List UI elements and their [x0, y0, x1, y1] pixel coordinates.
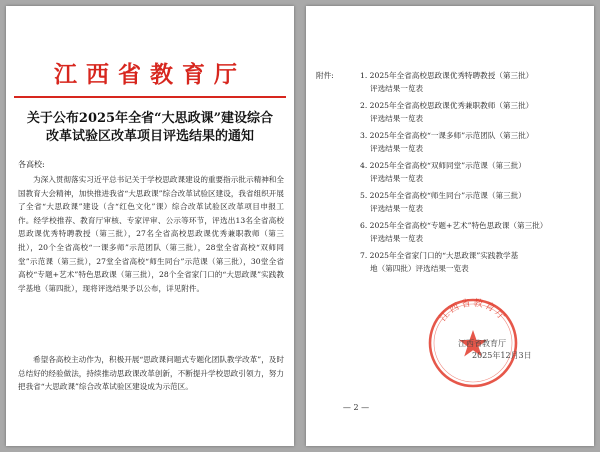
- attachment-title: 6. 2025年全省高校“专题+艺术”特色思政课（第三批）: [360, 221, 548, 230]
- attachments-list: [316, 70, 588, 280]
- signature-organization: 江西省教育厅: [458, 339, 506, 348]
- attachment-title: 4. 2025年全省高校“双师同堂”示范课（第三批）: [360, 161, 526, 170]
- document-title-line-1: 关于公布2025年全省“大思政课”建设综合: [26, 111, 274, 126]
- document-page-right: [306, 6, 594, 446]
- attachment-item: [316, 70, 588, 100]
- attachment-item: [316, 160, 588, 190]
- attachments-label: 附件:: [316, 71, 334, 80]
- agency-header: 江西省教育厅: [54, 61, 246, 88]
- attachment-subtitle: 评选结果一览表: [370, 144, 424, 153]
- svg-text:江西省教育厅: 江西省教育厅: [437, 297, 509, 324]
- attachment-subtitle: 评选结果一览表: [370, 114, 424, 123]
- signature-date: 2025年12月3日: [472, 351, 532, 360]
- attachment-item: [316, 190, 588, 220]
- attachment-title: 3. 2025年全省高校“一课多师”示范团队（第三批）: [360, 131, 534, 140]
- document-title-line-2: 改革试验区改革项目评选结果的通知: [45, 129, 254, 144]
- attachment-subtitle: 评选结果一览表: [370, 234, 424, 243]
- body-paragraph-2: 希望各高校主动作为，积极开展“思政课问题式专题化团队教学改革”，及时总结好的经验做法，持续推动思政课改革创新，不断提升学校思政引领力，努力把我省“大思政课”综合改革试验区建设成为示范区。: [18, 355, 284, 392]
- page-number: — 2 —: [342, 403, 370, 412]
- attachment-item: [316, 250, 588, 280]
- attachment-title: 7. 2025年全省家门口的“大思政课”实践教学基: [360, 251, 519, 260]
- attachment-subtitle: 评选结果一览表: [370, 204, 424, 213]
- body-paragraph-1: 为深入贯彻落实习近平总书记关于学校思政课建设的重要指示批示精神和全国教育大会精神，加快推进我省“大思政课”综合改革试验区建设，我省组织开展了全省“大思政课”建设（含“红色文化”课）综合改革试验区改革项目申报工作。经学校推荐、教育厅审核、专家评审、公示等环节，评选出13名全省高校思政课优秀特聘教授（第三批），27名全省高校思政课优秀兼职教师（第三批），20个全省高校“一课多师”示范团队（第三批），28堂全省高校“双师同堂”示范课（第三批），27堂全省高校“师生同台”示范课（第三批），30堂全省高校“专题+艺术”特色思政课（第三批），28个全省家门口的“大思政课”实践教学基地（第四批），现将评选结果予以公布，详见附件。: [18, 175, 284, 293]
- salutation: 各高校:: [18, 160, 45, 169]
- attachment-title: 5. 2025年全省高校“师生同台”示范课（第三批）: [360, 191, 526, 200]
- document-title: [16, 110, 284, 146]
- document-page-left: [6, 6, 294, 446]
- attachment-title: 1. 2025年全省高校思政课优秀特聘教授（第三批）: [360, 71, 534, 80]
- attachment-subtitle: 评选结果一览表: [370, 174, 424, 183]
- attachment-subtitle: 评选结果一览表: [370, 84, 424, 93]
- attachment-subtitle: 地（第四批）评选结果一览表: [370, 264, 469, 273]
- attachment-title: 2. 2025年全省高校思政课优秀兼职教师（第三批）: [360, 101, 534, 110]
- attachment-item: [316, 130, 588, 160]
- red-header-rule: [14, 96, 286, 98]
- attachment-item: [316, 220, 588, 250]
- attachment-item: [316, 100, 588, 130]
